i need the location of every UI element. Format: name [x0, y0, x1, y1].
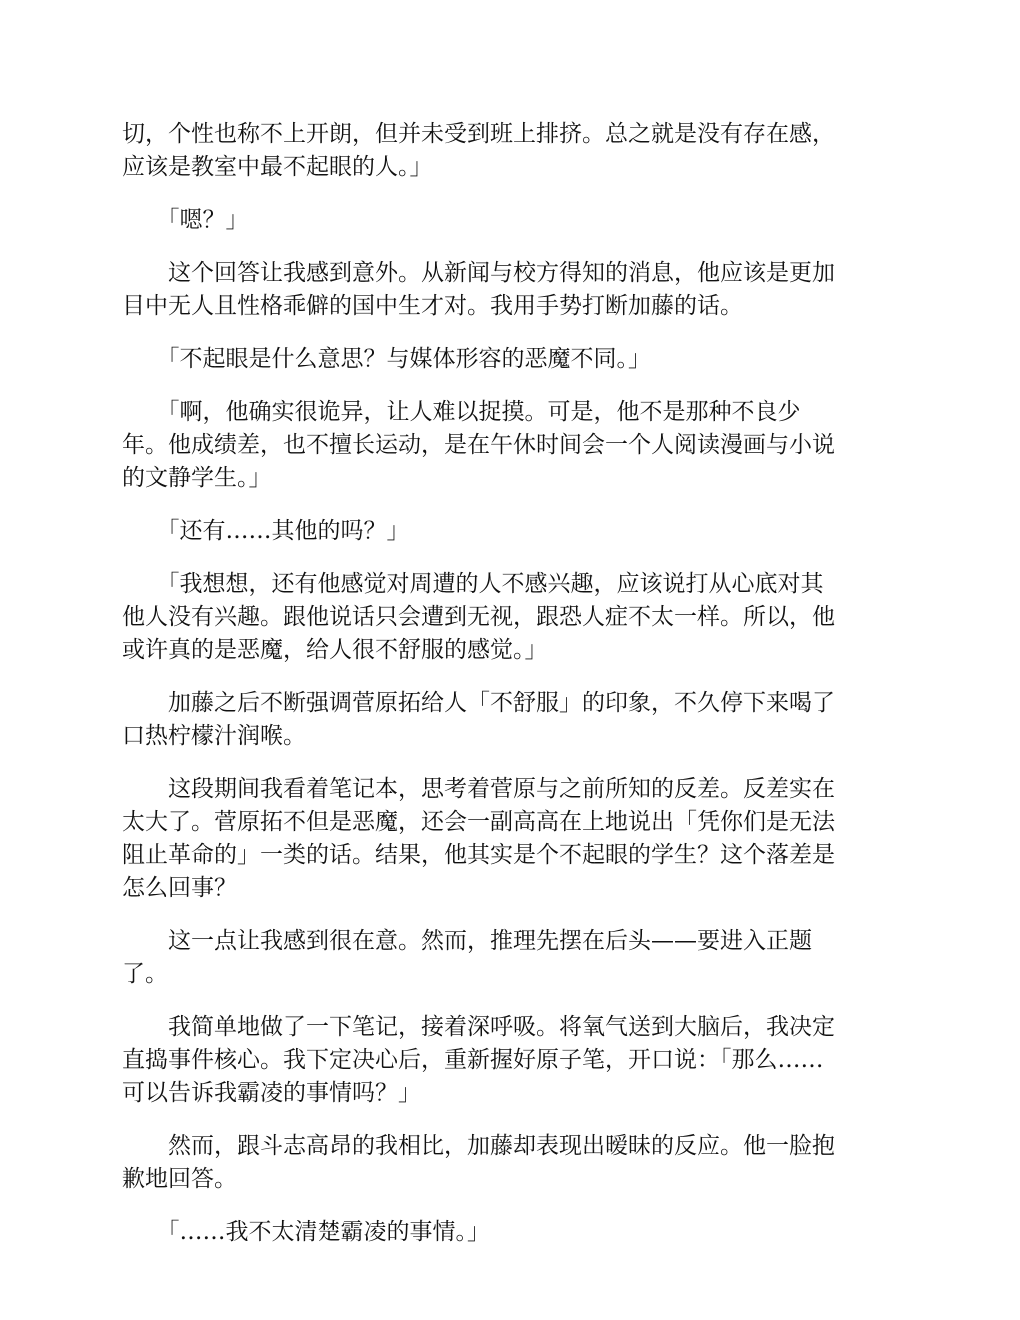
text-line: 这个回答让我感到意外。从新闻与校方得知的消息，他应该是更加 — [122, 260, 835, 286]
paragraph — [122, 257, 898, 323]
paragraph-gap — [122, 323, 898, 343]
paragraph — [122, 568, 898, 667]
text-line: 这段期间我看着笔记本，思考着菅原与之前所知的反差。反差实在 — [122, 776, 835, 802]
text-line: 「不起眼是什么意思？与媒体形容的恶魔不同。」 — [122, 346, 651, 372]
text-line: 「……我不太清楚霸凌的事情。」 — [122, 1219, 490, 1245]
paragraph — [122, 773, 898, 905]
text-line: 了。 — [122, 961, 168, 987]
paragraph-gap — [122, 548, 898, 568]
paragraph — [122, 515, 898, 548]
paragraph — [122, 204, 898, 237]
paragraph-gap — [122, 991, 898, 1011]
paragraph — [122, 925, 898, 991]
text-line: 可以告诉我霸凌的事情吗？」 — [122, 1080, 421, 1106]
text-line: 我简单地做了一下笔记，接着深呼吸。将氧气送到大脑后，我决定 — [122, 1014, 835, 1040]
paragraph — [122, 1130, 898, 1196]
paragraph-gap — [122, 376, 898, 396]
page-body — [122, 118, 898, 1249]
text-line: 「啊，他确实很诡异，让人难以捉摸。可是，他不是那种不良少 — [122, 399, 801, 425]
text-line: 「嗯？」 — [122, 207, 249, 233]
text-line: 太大了。菅原拓不但是恶魔，还会一副高高在上地说出「凭你们是无法 — [122, 809, 835, 835]
paragraph-gap — [122, 1110, 898, 1130]
text-line: 然而，跟斗志高昂的我相比，加藤却表现出暧昧的反应。他一脸抱 — [122, 1133, 835, 1159]
text-line: 切，个性也称不上开朗，但并未受到班上排挤。总之就是没有存在感， — [122, 121, 835, 147]
text-line: 或许真的是恶魔，给人很不舒服的感觉。」 — [122, 637, 548, 663]
text-line: 「我想想，还有他感觉对周遭的人不感兴趣，应该说打从心底对其 — [122, 571, 824, 597]
paragraph — [122, 1011, 898, 1110]
paragraph — [122, 343, 898, 376]
paragraph-gap — [122, 1196, 898, 1216]
paragraph-gap — [122, 184, 898, 204]
text-line: 口热柠檬汁润喉。 — [122, 723, 306, 749]
text-line: 歉地回答。 — [122, 1166, 237, 1192]
paragraph — [122, 687, 898, 753]
text-line: 的文静学生。」 — [122, 465, 272, 491]
paragraph-gap — [122, 237, 898, 257]
paragraph-gap — [122, 905, 898, 925]
text-column — [122, 118, 898, 1249]
text-line: 目中无人且性格乖僻的国中生才对。我用手势打断加藤的话。 — [122, 293, 743, 319]
text-line: 加藤之后不断强调菅原拓给人「不舒服」的印象，不久停下来喝了 — [122, 690, 835, 716]
text-line: 怎么回事？ — [122, 875, 237, 901]
text-line: 阻止革命的」一类的话。结果，他其实是个不起眼的学生？这个落差是 — [122, 842, 835, 868]
paragraph-gap — [122, 667, 898, 687]
text-line: 直捣事件核心。我下定决心后，重新握好原子笔，开口说：「那么…… — [122, 1047, 824, 1073]
paragraph — [122, 396, 898, 495]
text-line: 「还有……其他的吗？」 — [122, 518, 410, 544]
paragraph — [122, 118, 898, 184]
paragraph-gap — [122, 753, 898, 773]
paragraph — [122, 1216, 898, 1249]
text-line: 应该是教室中最不起眼的人。」 — [122, 154, 433, 180]
text-line: 年。他成绩差，也不擅长运动，是在午休时间会一个人阅读漫画与小说 — [122, 432, 835, 458]
text-line: 这一点让我感到很在意。然而，推理先摆在后头——要进入正题 — [122, 928, 812, 954]
paragraph-gap — [122, 495, 898, 515]
text-line: 他人没有兴趣。跟他说话只会遭到无视，跟恐人症不太一样。所以，他 — [122, 604, 835, 630]
